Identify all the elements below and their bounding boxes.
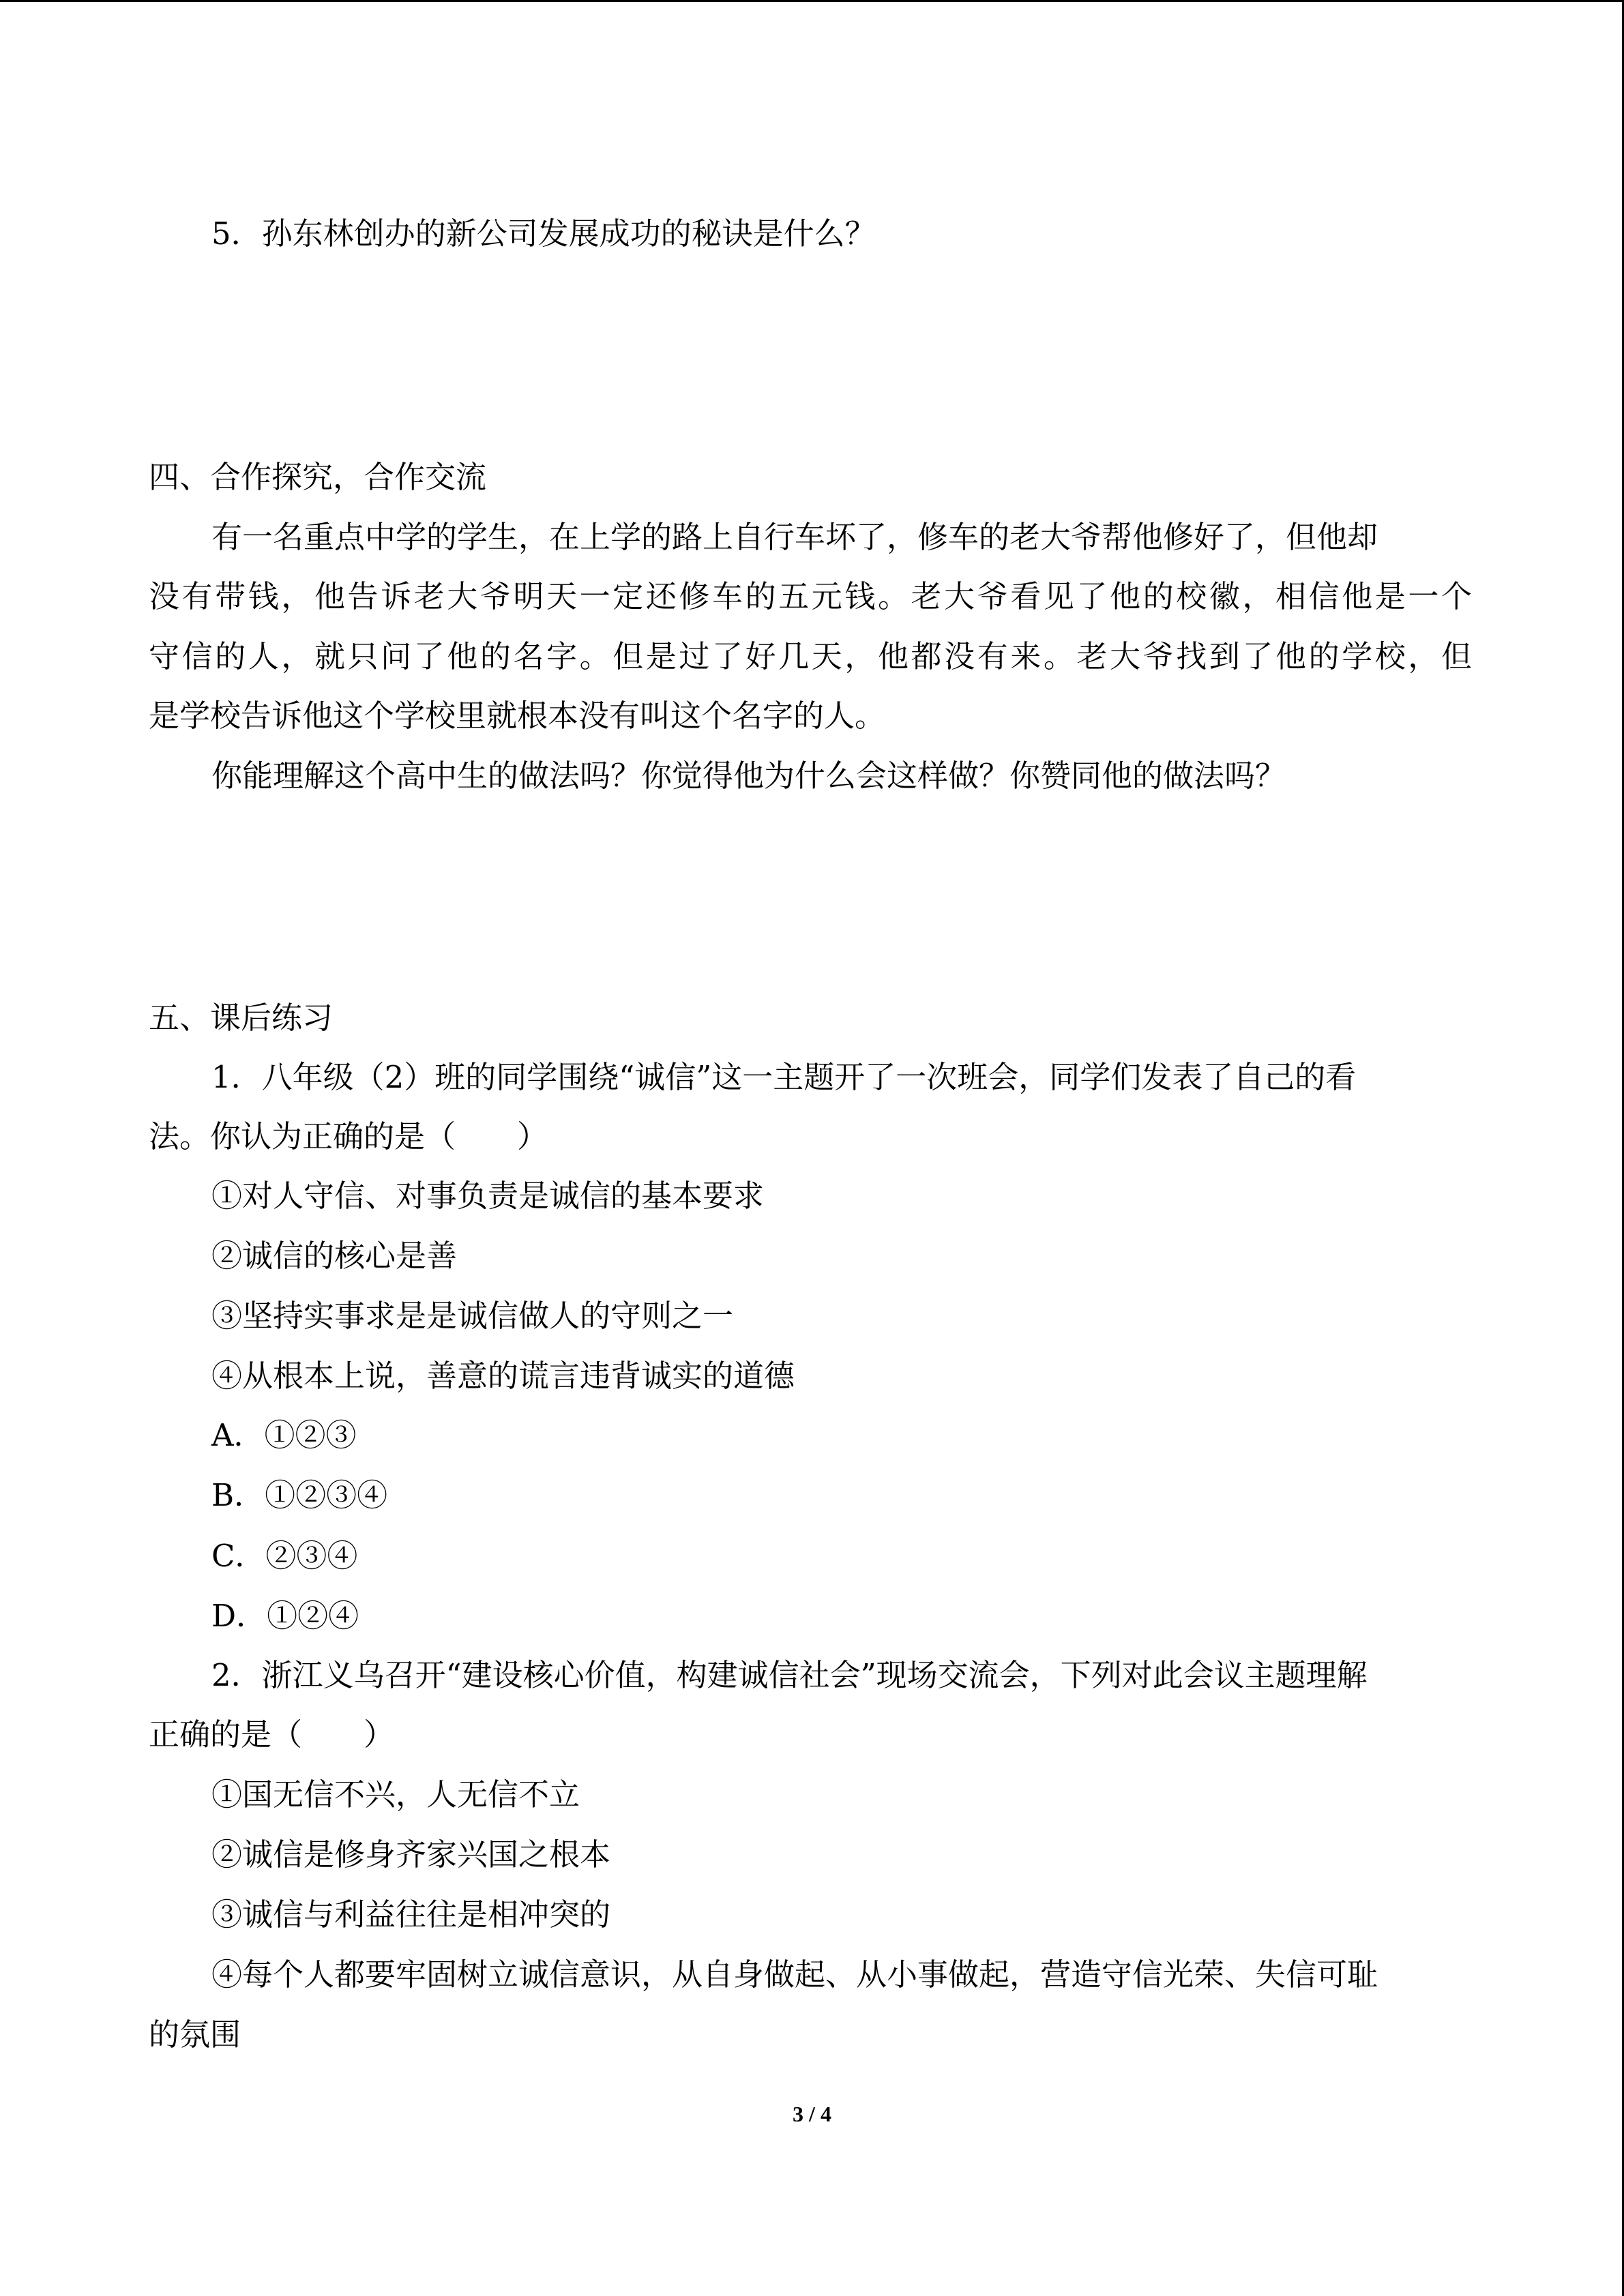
q1-statement: ①对人守信、对事负责是诚信的基本要求 [211,1178,765,1214]
section-4-paragraph-line: 有一名重点中学的学生，在上学的路上自行车坏了，修车的老大爷帮他修好了，但他却 [211,519,1378,555]
section-4-heading: 四、合作探究，合作交流 [149,459,487,495]
q1-stem-line: 1．八年级（2）班的同学围绕“诚信”这一主题开了一次班会，同学们发表了自己的看 [211,1059,1357,1095]
q2-stem-line: 2．浙江义乌召开“建设核心价值，构建诚信社会”现场交流会，下列对此会议主题理解 [211,1657,1368,1693]
section-5-heading: 五、课后练习 [149,1000,334,1036]
q1-option-b: B．①②③④ [211,1477,388,1513]
q1-statement: ④从根本上说，善意的谎言违背诚实的道德 [211,1358,795,1394]
q2-stem-line: 正确的是（ ） [149,1716,395,1753]
q2-statement: ①国无信不兴，人无信不立 [211,1776,580,1813]
q1-option-c: C．②③④ [211,1538,358,1574]
q1-stem-line: 法。你认为正确的是（ ） [149,1118,548,1154]
q2-statement-continuation: 的氛围 [149,2016,241,2053]
q2-statement: ②诚信是修身齐家兴国之根本 [211,1836,611,1873]
section-4-paragraph-line: 是学校告诉他这个学校里就根本没有叫这个名字的人。 [149,698,886,734]
q1-option-a: A．①②③ [211,1417,357,1453]
q1-option-d: D．①②④ [211,1598,359,1634]
q1-statement: ③坚持实事求是是诚信做人的守则之一 [211,1298,734,1334]
section-4-discussion-question: 你能理解这个高中生的做法吗？你觉得他为什么会这样做？你赞同他的做法吗？ [211,758,1286,794]
q2-statement: ③诚信与利益往往是相冲突的 [211,1896,611,1933]
section-4-paragraph-line: 守信的人，就只问了他的名字。但是过了好几天，他都没有来。老大爷找到了他的学校，但 [149,638,1472,674]
section-4-paragraph-line: 没有带钱，他告诉老大爷明天一定还修车的五元钱。老大爷看见了他的校徽，相信他是一个 [149,578,1472,614]
page-number: 3 / 4 [793,2102,831,2126]
page-border-top [0,0,1624,2]
q1-statement: ②诚信的核心是善 [211,1238,458,1274]
question-5: 5．孙东林创办的新公司发展成功的秘诀是什么？ [211,215,876,252]
q2-statement: ④每个人都要牢固树立诚信意识，从自身做起、从小事做起，营造守信光荣、失信可耻 [211,1956,1378,1993]
